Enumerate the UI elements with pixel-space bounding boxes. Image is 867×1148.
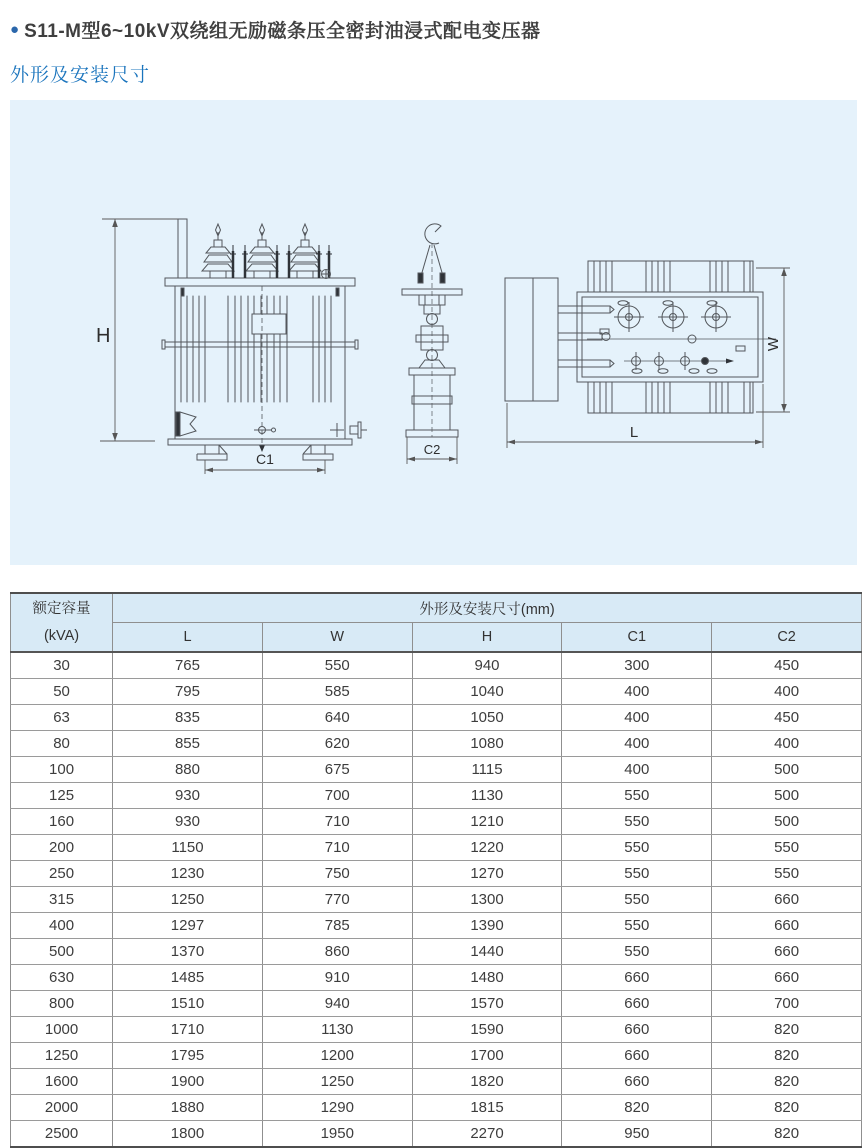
table-row bbox=[11, 1069, 862, 1095]
cell-kva: 2500 bbox=[11, 1121, 113, 1148]
cell-h: 1270 bbox=[412, 861, 562, 887]
section-title: 外形及安装尺寸 bbox=[10, 65, 151, 86]
cell-l: 1250 bbox=[113, 887, 263, 913]
cell-kva: 1250 bbox=[11, 1043, 113, 1069]
cell-l: 1795 bbox=[113, 1043, 263, 1069]
cell-c1: 550 bbox=[562, 913, 712, 939]
cell-c2: 660 bbox=[712, 913, 862, 939]
spec-table bbox=[10, 592, 862, 1148]
cell-c1: 550 bbox=[562, 783, 712, 809]
cell-w: 860 bbox=[262, 939, 412, 965]
table-row bbox=[11, 913, 862, 939]
cell-c1: 660 bbox=[562, 991, 712, 1017]
table-header-dims: 外形及安装尺寸(mm) bbox=[113, 593, 862, 623]
cell-h: 1220 bbox=[412, 835, 562, 861]
cell-h: 1390 bbox=[412, 913, 562, 939]
page-title-line bbox=[10, 16, 860, 43]
cell-c1: 950 bbox=[562, 1121, 712, 1148]
cell-h: 1080 bbox=[412, 731, 562, 757]
cell-h: 2270 bbox=[412, 1121, 562, 1148]
table-row bbox=[11, 991, 862, 1017]
cell-h: 1590 bbox=[412, 1017, 562, 1043]
cell-w: 585 bbox=[262, 679, 412, 705]
cell-kva: 100 bbox=[11, 757, 113, 783]
cell-l: 880 bbox=[113, 757, 263, 783]
cell-kva: 30 bbox=[11, 652, 113, 679]
cell-c2: 820 bbox=[712, 1043, 862, 1069]
cell-l: 835 bbox=[113, 705, 263, 731]
cell-l: 930 bbox=[113, 809, 263, 835]
cell-w: 1200 bbox=[262, 1043, 412, 1069]
cell-kva: 80 bbox=[11, 731, 113, 757]
cell-c1: 660 bbox=[562, 1043, 712, 1069]
col-header-c1: C1 bbox=[562, 623, 712, 653]
cell-c1: 660 bbox=[562, 1017, 712, 1043]
cell-h: 1700 bbox=[412, 1043, 562, 1069]
cell-h: 1040 bbox=[412, 679, 562, 705]
cell-w: 1130 bbox=[262, 1017, 412, 1043]
table-row bbox=[11, 1017, 862, 1043]
cell-c2: 660 bbox=[712, 887, 862, 913]
table-row bbox=[11, 939, 862, 965]
cell-c2: 500 bbox=[712, 783, 862, 809]
table-row bbox=[11, 861, 862, 887]
cell-l: 1800 bbox=[113, 1121, 263, 1148]
cell-l: 1710 bbox=[113, 1017, 263, 1043]
cell-l: 1230 bbox=[113, 861, 263, 887]
cell-c2: 660 bbox=[712, 965, 862, 991]
cell-kva: 315 bbox=[11, 887, 113, 913]
table-row bbox=[11, 835, 862, 861]
cell-l: 765 bbox=[113, 652, 263, 679]
cell-c1: 660 bbox=[562, 965, 712, 991]
table-row bbox=[11, 652, 862, 679]
cell-l: 930 bbox=[113, 783, 263, 809]
cell-l: 1370 bbox=[113, 939, 263, 965]
capacity-unit: (kVA) bbox=[43, 627, 80, 644]
cell-c2: 660 bbox=[712, 939, 862, 965]
table-row bbox=[11, 887, 862, 913]
cell-kva: 630 bbox=[11, 965, 113, 991]
nameplate bbox=[252, 314, 286, 334]
cell-l: 1150 bbox=[113, 835, 263, 861]
cell-w: 640 bbox=[262, 705, 412, 731]
cell-h: 1440 bbox=[412, 939, 562, 965]
cell-l: 795 bbox=[113, 679, 263, 705]
cell-c1: 300 bbox=[562, 652, 712, 679]
cell-w: 675 bbox=[262, 757, 412, 783]
cell-l: 1880 bbox=[113, 1095, 263, 1121]
front-view bbox=[162, 219, 367, 460]
table-row bbox=[11, 783, 862, 809]
cell-c1: 550 bbox=[562, 939, 712, 965]
cooling-fins bbox=[181, 296, 331, 402]
cell-h: 1820 bbox=[412, 1069, 562, 1095]
cell-w: 1250 bbox=[262, 1069, 412, 1095]
col-header-h: H bbox=[412, 623, 562, 653]
side-view bbox=[402, 224, 462, 437]
col-header-l: L bbox=[113, 623, 263, 653]
table-row bbox=[11, 965, 862, 991]
cell-c2: 820 bbox=[712, 1121, 862, 1148]
table-row bbox=[11, 731, 862, 757]
dim-label-l: L bbox=[629, 424, 639, 441]
cell-c2: 400 bbox=[712, 679, 862, 705]
cell-l: 1900 bbox=[113, 1069, 263, 1095]
cell-c1: 400 bbox=[562, 757, 712, 783]
cell-w: 550 bbox=[262, 652, 412, 679]
table-row bbox=[11, 809, 862, 835]
cell-w: 1290 bbox=[262, 1095, 412, 1121]
bushing-tops bbox=[614, 302, 731, 332]
table-row bbox=[11, 1121, 862, 1148]
dim-label-w: W bbox=[765, 336, 782, 352]
cell-c2: 550 bbox=[712, 861, 862, 887]
cell-c2: 450 bbox=[712, 652, 862, 679]
table-row bbox=[11, 679, 862, 705]
cell-kva: 50 bbox=[11, 679, 113, 705]
cell-w: 940 bbox=[262, 991, 412, 1017]
dim-label-c1: C1 bbox=[256, 451, 274, 467]
cell-kva: 800 bbox=[11, 991, 113, 1017]
cell-h: 1210 bbox=[412, 809, 562, 835]
cell-kva: 400 bbox=[11, 913, 113, 939]
page-title: S11-M型6~10kV双绕组无励磁条压全密封油浸式配电变压器 bbox=[24, 21, 541, 42]
bushing-insulators bbox=[202, 224, 321, 278]
cell-kva: 125 bbox=[11, 783, 113, 809]
cell-w: 1950 bbox=[262, 1121, 412, 1148]
cell-h: 1815 bbox=[412, 1095, 562, 1121]
cell-c2: 500 bbox=[712, 757, 862, 783]
cell-h: 1300 bbox=[412, 887, 562, 913]
capacity-label: 额定容量 bbox=[32, 600, 91, 617]
cell-c1: 400 bbox=[562, 731, 712, 757]
table-row bbox=[11, 1095, 862, 1121]
cell-h: 1480 bbox=[412, 965, 562, 991]
dim-label-c2: C2 bbox=[423, 442, 441, 457]
col-header-c2: C2 bbox=[712, 623, 862, 653]
col-header-w: W bbox=[262, 623, 412, 653]
cell-w: 710 bbox=[262, 809, 412, 835]
cell-c2: 820 bbox=[712, 1095, 862, 1121]
cell-kva: 1000 bbox=[11, 1017, 113, 1043]
cell-w: 710 bbox=[262, 835, 412, 861]
lifting-hook bbox=[425, 224, 441, 244]
cell-h: 1570 bbox=[412, 991, 562, 1017]
top-view-dimensions bbox=[507, 268, 790, 448]
cell-c1: 400 bbox=[562, 705, 712, 731]
transformer-drawing bbox=[10, 100, 857, 565]
cell-c2: 820 bbox=[712, 1017, 862, 1043]
cell-w: 620 bbox=[262, 731, 412, 757]
cell-h: 1130 bbox=[412, 783, 562, 809]
cell-c1: 550 bbox=[562, 835, 712, 861]
bullet-icon: ● bbox=[10, 21, 20, 38]
cell-l: 1297 bbox=[113, 913, 263, 939]
cell-c1: 660 bbox=[562, 1069, 712, 1095]
cell-kva: 63 bbox=[11, 705, 113, 731]
cell-c1: 400 bbox=[562, 679, 712, 705]
table-header-capacity bbox=[11, 593, 113, 652]
cell-h: 940 bbox=[412, 652, 562, 679]
cell-kva: 160 bbox=[11, 809, 113, 835]
cell-l: 855 bbox=[113, 731, 263, 757]
table-row bbox=[11, 757, 862, 783]
cell-w: 910 bbox=[262, 965, 412, 991]
cell-c1: 550 bbox=[562, 809, 712, 835]
top-view bbox=[505, 261, 776, 413]
dimension-diagram bbox=[10, 100, 857, 565]
cell-w: 700 bbox=[262, 783, 412, 809]
cell-c2: 400 bbox=[712, 731, 862, 757]
cell-c2: 700 bbox=[712, 991, 862, 1017]
cell-c2: 500 bbox=[712, 809, 862, 835]
cell-c1: 550 bbox=[562, 887, 712, 913]
cell-kva: 200 bbox=[11, 835, 113, 861]
cell-h: 1115 bbox=[412, 757, 562, 783]
cell-w: 770 bbox=[262, 887, 412, 913]
cell-w: 750 bbox=[262, 861, 412, 887]
cell-c2: 550 bbox=[712, 835, 862, 861]
cell-c2: 450 bbox=[712, 705, 862, 731]
dim-label-h: H bbox=[96, 325, 111, 347]
cell-w: 785 bbox=[262, 913, 412, 939]
cell-kva: 500 bbox=[11, 939, 113, 965]
cell-kva: 1600 bbox=[11, 1069, 113, 1095]
cell-h: 1050 bbox=[412, 705, 562, 731]
cell-l: 1510 bbox=[113, 991, 263, 1017]
cell-c1: 550 bbox=[562, 861, 712, 887]
cell-kva: 2000 bbox=[11, 1095, 113, 1121]
cell-l: 1485 bbox=[113, 965, 263, 991]
cell-kva: 250 bbox=[11, 861, 113, 887]
table-row bbox=[11, 1043, 862, 1069]
cell-c1: 820 bbox=[562, 1095, 712, 1121]
spec-table-body bbox=[11, 652, 862, 1147]
table-row bbox=[11, 705, 862, 731]
cell-c2: 820 bbox=[712, 1069, 862, 1095]
